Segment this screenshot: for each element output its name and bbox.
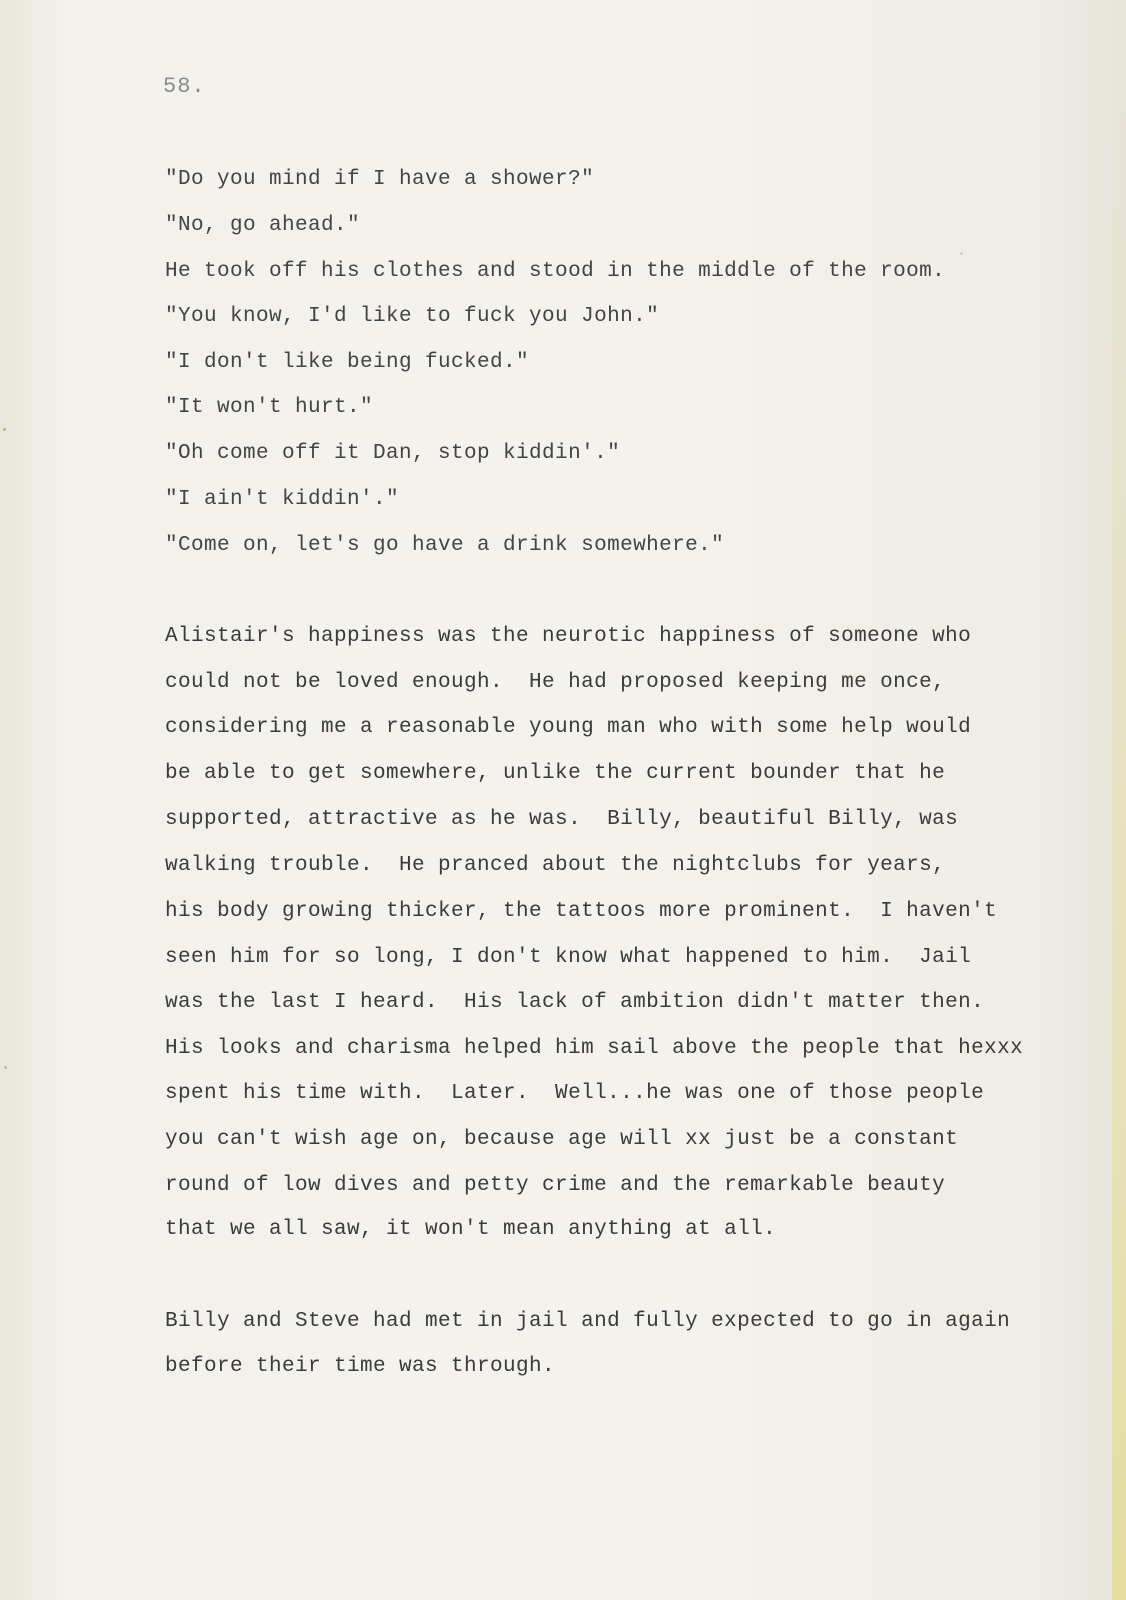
dialogue-line: "Come on, let's go have a drink somewhere." bbox=[165, 534, 725, 557]
paper-speck bbox=[3, 428, 6, 431]
paragraph-line: considering me a reasonable young man who with some help would bbox=[165, 716, 972, 739]
paragraph-line: his body growing thicker, the tattoos more prominent. I haven't bbox=[165, 900, 998, 923]
dialogue-line: "I ain't kiddin'." bbox=[165, 488, 400, 511]
dialogue-line: "It won't hurt." bbox=[165, 396, 374, 419]
paragraph-line: was the last I heard. His lack of ambition didn't matter then. bbox=[165, 991, 985, 1014]
dialogue-line: "I don't like being fucked." bbox=[165, 351, 530, 374]
paper-speck bbox=[4, 1066, 7, 1069]
paragraph-line: walking trouble. He pranced about the nightclubs for years, bbox=[165, 854, 946, 877]
paragraph-line: before their time was through. bbox=[165, 1355, 556, 1378]
dialogue-line: "Oh come off it Dan, stop kiddin'." bbox=[165, 442, 621, 465]
paragraph-line: His looks and charisma helped him sail above the people that hexxx bbox=[165, 1037, 1024, 1060]
paragraph-line: you can't wish age on, because age will xx just be a constant bbox=[165, 1128, 959, 1151]
paragraph-line: Billy and Steve had met in jail and fully expected to go in again bbox=[165, 1310, 1011, 1333]
dialogue-line: He took off his clothes and stood in the middle of the room. bbox=[165, 260, 946, 283]
paragraph-line: spent his time with. Later. Well...he was one of those people bbox=[165, 1082, 985, 1105]
paragraph-line: could not be loved enough. He had proposed keeping me once, bbox=[165, 671, 946, 694]
paragraph-line: be able to get somewhere, unlike the current bounder that he bbox=[165, 762, 946, 785]
dialogue-line: "No, go ahead." bbox=[165, 214, 361, 237]
paragraph-line: round of low dives and petty crime and the remarkable beauty bbox=[165, 1174, 946, 1197]
paper-speck bbox=[960, 252, 963, 255]
paragraph-line: seen him for so long, I don't know what happened to him. Jail bbox=[165, 946, 972, 969]
dialogue-line: "Do you mind if I have a shower?" bbox=[165, 168, 595, 191]
dialogue-line: "You know, I'd like to fuck you John." bbox=[165, 305, 660, 328]
paragraph-line: that we all saw, it won't mean anything at all. bbox=[165, 1218, 777, 1241]
page-number: 58. bbox=[163, 74, 206, 99]
paragraph-line: Alistair's happiness was the neurotic happiness of someone who bbox=[165, 625, 972, 648]
paragraph-line: supported, attractive as he was. Billy, beautiful Billy, was bbox=[165, 808, 959, 831]
